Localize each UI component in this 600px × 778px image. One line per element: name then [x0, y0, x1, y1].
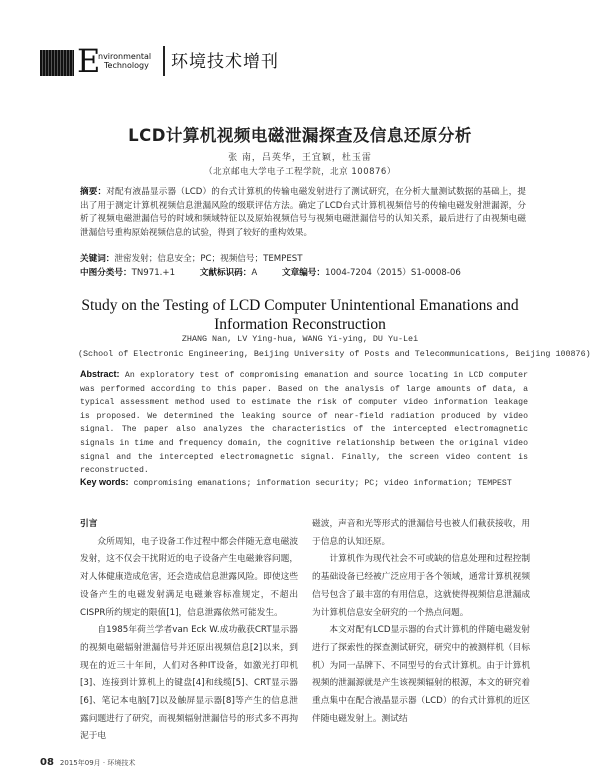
keywords-en-text: compromising emanations; information security; PC; video information; TEMPEST — [133, 479, 512, 488]
paragraph: 磁波，声音和光等形式的泄漏信号也被人们截获接收，用于信息的认知还原。 — [312, 519, 530, 547]
keywords-cn-text: 泄密发射；信息安全；PC；视频信号；TEMPEST — [114, 254, 303, 264]
keywords-cn-label: 关键词： — [80, 254, 115, 264]
paper-title-cn: LCD计算机视频电磁泄漏探查及信息还原分析 — [128, 126, 472, 145]
abstract-en — [80, 368, 528, 478]
journal-header — [40, 44, 600, 84]
keywords-en — [80, 477, 528, 488]
authors-en: ZHANG Nan, LV Ying-hua, WANG Yi-ying, DU Yu-Lei — [181, 334, 419, 344]
abstract-cn-text: 对配有液晶显示器（LCD）的台式计算机的传输电磁发射进行了测试研究，在分析大量测试数据的基础上，提出了用于测定计算机视频信息泄漏风险的级联评估方法。确定了LCD台式计算机视频信号的传输电磁发射泄漏源，分析了视频电磁泄漏信号的时域和频域特征以及原始视频信号与视频电磁泄漏信号的认知关系，最后进行了由视频电磁泄漏信号重构原始视频信息的试验，得到了较好的重构效果。 — [80, 187, 526, 238]
journal-logo-letter: E — [77, 42, 101, 80]
paper-title-en: Study on the Testing of LCD Computer Unintentional Emanations and Information Reconstruction — [81, 297, 519, 333]
section-heading: 引言 — [80, 519, 98, 529]
abstract-cn — [80, 186, 526, 240]
abstract-cn-label: 摘要： — [80, 187, 107, 197]
paragraph: 自1985年荷兰学者van Eck W.成功截获CRT显示器的视频电磁辐射泄漏信号并还原出视频信息[2]以来，到现在的近三十年间，人们对各种IT设备，如激光打印机[3]、连接到计算机上的键盘[4]和线缆[5]、CRT显示器[6]、笔记本电脑[7]以及触屏显示器[8]等产生的信息泄露问题进行了研究，而视频辐射泄漏信号的形式多不再拘泥于电 — [80, 625, 298, 742]
keywords-en-label: Key words: — [80, 477, 129, 487]
classification-meta — [80, 266, 526, 278]
page-footer — [40, 757, 135, 768]
journal-logo-subtitle: nvironmental Technology — [98, 52, 152, 70]
header-divider — [163, 46, 165, 76]
abstract-en-label: Abstract: — [80, 369, 120, 379]
body-column-right — [312, 516, 530, 728]
body-column-left — [80, 516, 298, 746]
abstract-en-text: An exploratory test of compromising emanation and source locating in LCD computer was performed according to this paper. Based on the analysis of large amounts of data, a typical assessment method used to estimate the risk of computer video information leakage is proposed. We determined the leaking source of near-field radiation produced by video signal. The paper also analyzes the characteristics of the intercepted electromagnetic signals in time and frequency domain, the cognitive relationship between the original video signal and the intercepted electromagnetic signal. Finally, the screen video content is reconstructed. — [80, 371, 528, 476]
affiliation-en: (School of Electronic Engineering, Beijing University of Posts and Telecommunications, Beijing 100876) — [78, 349, 591, 359]
article-number: 文章编号：1004-7204（2015）S1-0008-06 — [282, 268, 461, 278]
page-number: 08 — [40, 757, 54, 768]
paragraph: 众所周知，电子设备工作过程中都会伴随无意电磁波发射，这不仅会干扰附近的电子设备产生电磁兼容问题，对人体健康造成危害，还会造成信息泄露风险。即使这些设备产生的电磁发射满足电磁兼容标准规定，不超出CISPR所约规定的限值[1]，信息泄露依然可能发生。 — [80, 536, 298, 618]
document-code: 文献标识码：A — [199, 268, 258, 278]
paragraph: 本文对配有LCD显示器的台式计算机的伴随电磁发射进行了探索性的探查测试研究，研究中的被测样机（目标机）为同一品牌下、不同型号的台式计算机。由于计算机视频的泄漏源就是产生该视频辐射的根源，本文的研究着重点集中在配合液晶显示器（LCD）的台式计算机的近区伴随电磁发射上。测试结 — [312, 625, 530, 724]
affiliation-cn: （北京邮电大学电子工程学院，北京 100876） — [204, 167, 396, 177]
clc-number: 中图分类号：TN971.+1 — [80, 268, 176, 278]
footer-text: 2015年09月 · 环境技术 — [59, 759, 136, 767]
column-title: 环境技术增刊 — [171, 52, 279, 72]
journal-logo-bar — [40, 50, 74, 76]
keywords-cn — [80, 252, 526, 264]
paragraph: 计算机作为现代社会不可或缺的信息处理和过程控制的基础设备已经被广泛应用于各个领域，通常计算机视频信号包含了最丰富的有用信息，这就使得视频信息泄漏成为计算机信息安全研究的一个热点问题。 — [312, 554, 530, 618]
authors-cn: 张 南，吕英华，王宜颖，杜玉雷 — [228, 153, 372, 163]
